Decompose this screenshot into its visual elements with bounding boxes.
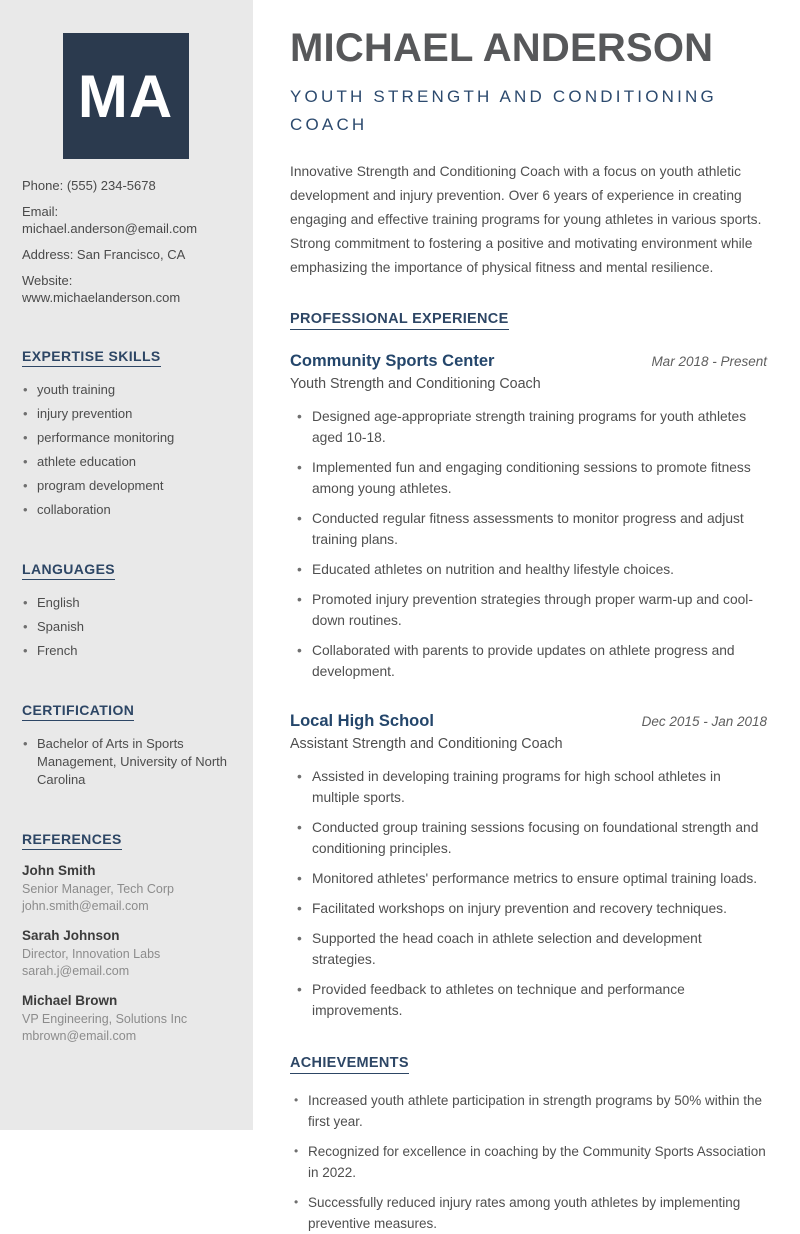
reference-email: sarah.j@email.com bbox=[22, 964, 130, 978]
skills-heading-text: EXPERTISE SKILLS bbox=[22, 348, 161, 367]
achievement-bullet: • Recognized for excellence in coaching by the Community Sports Association in 2022. bbox=[290, 1141, 767, 1183]
skill-item: • performance monitoring bbox=[22, 429, 229, 447]
reference-name: Michael Brown bbox=[22, 993, 118, 1008]
person-name: MICHAEL ANDERSON bbox=[290, 26, 714, 70]
job-header bbox=[290, 352, 767, 371]
certification-heading-text: CERTIFICATION bbox=[22, 702, 134, 721]
reference-title: Senior Manager, Tech Corp bbox=[22, 882, 174, 896]
references-heading bbox=[22, 831, 229, 850]
achievement-bullet: • Successfully reduced injury rates among youth athletes by implementing preventive measures. bbox=[290, 1192, 767, 1234]
skill-item: • program development bbox=[22, 477, 229, 495]
reference-entry bbox=[22, 993, 229, 1045]
skills-heading bbox=[22, 348, 229, 367]
skills-list bbox=[22, 381, 229, 519]
skill-item: • youth training bbox=[22, 381, 229, 399]
reference-email: mbrown@email.com bbox=[22, 1029, 137, 1043]
contact-website: Website: www.michaelanderson.com bbox=[22, 273, 181, 305]
skill-item: • athlete education bbox=[22, 453, 229, 471]
reference-entry bbox=[22, 863, 229, 915]
reference-entry bbox=[22, 928, 229, 980]
job-bullet: • Conducted regular fitness assessments to monitor progress and adjust training plans. bbox=[290, 508, 767, 550]
language-item: • Spanish bbox=[22, 618, 229, 636]
certification-list bbox=[22, 735, 229, 789]
skill-item: • collaboration bbox=[22, 501, 229, 519]
job-bullet: • Implemented fun and engaging conditioning sessions to promote fitness among young athletes. bbox=[290, 457, 767, 499]
summary-text: Innovative Strength and Conditioning Coach with a focus on youth athletic development and injury prevention. Over 6 years of experience in creating engaging and effective training programs for young athletes in various sports. Strong commitment to fostering a positive and motivating environment while emphasizing the importance of physical fitness and mental resilience. bbox=[290, 164, 762, 276]
language-item: • English bbox=[22, 594, 229, 612]
achievements-heading bbox=[290, 1055, 767, 1074]
job-bullet: • Assisted in developing training programs for high school athletes in multiple sports. bbox=[290, 766, 767, 808]
job-bullet: • Designed age-appropriate strength training programs for youth athletes aged 10-18. bbox=[290, 406, 767, 448]
languages-list bbox=[22, 594, 229, 660]
certification-heading bbox=[22, 702, 229, 721]
contact-phone: Phone: (555) 234-5678 bbox=[22, 178, 156, 193]
reference-name: Sarah Johnson bbox=[22, 928, 120, 943]
experience-heading bbox=[290, 311, 767, 330]
achievements-list bbox=[290, 1090, 767, 1234]
job-bullet: • Monitored athletes' performance metrics to ensure optimal training loads. bbox=[290, 868, 767, 889]
reference-title: Director, Innovation Labs bbox=[22, 947, 161, 961]
job-bullet: • Collaborated with parents to provide updates on athlete progress and development. bbox=[290, 640, 767, 682]
certification-item: • Bachelor of Arts in Sports Management, University of North Carolina bbox=[22, 735, 229, 789]
job-bullet-list bbox=[290, 406, 767, 682]
job-dates: Mar 2018 - Present bbox=[651, 354, 767, 370]
references-heading-text: REFERENCES bbox=[22, 831, 122, 850]
avatar bbox=[63, 33, 189, 159]
reference-name: John Smith bbox=[22, 863, 96, 878]
experience-entry bbox=[290, 352, 767, 682]
experience-entry bbox=[290, 712, 767, 1021]
company-name: Local High School bbox=[290, 712, 434, 731]
main-content bbox=[253, 0, 800, 1232]
contact-section bbox=[22, 177, 229, 306]
job-role: Assistant Strength and Conditioning Coach bbox=[290, 736, 563, 753]
job-bullet-list bbox=[290, 766, 767, 1021]
job-bullet: • Educated athletes on nutrition and healthy lifestyle choices. bbox=[290, 559, 767, 580]
avatar-initials: MA bbox=[77, 62, 174, 130]
language-item: • French bbox=[22, 642, 229, 660]
languages-heading-text: LANGUAGES bbox=[22, 561, 115, 580]
achievements-heading-text: ACHIEVEMENTS bbox=[290, 1055, 409, 1074]
skill-item: • injury prevention bbox=[22, 405, 229, 423]
job-header bbox=[290, 712, 767, 731]
reference-email: john.smith@email.com bbox=[22, 899, 149, 913]
job-bullet: • Supported the head coach in athlete selection and development strategies. bbox=[290, 928, 767, 970]
contact-email: Email: michael.anderson@email.com bbox=[22, 204, 198, 236]
job-bullet: • Facilitated workshops on injury prevention and recovery techniques. bbox=[290, 898, 767, 919]
experience-heading-text: PROFESSIONAL EXPERIENCE bbox=[290, 311, 509, 330]
languages-heading bbox=[22, 561, 229, 580]
job-role: Youth Strength and Conditioning Coach bbox=[290, 376, 541, 393]
contact-address: Address: San Francisco, CA bbox=[22, 247, 186, 262]
job-bullet: • Promoted injury prevention strategies through proper warm-up and cool-down routines. bbox=[290, 589, 767, 631]
sidebar bbox=[0, 0, 253, 1130]
achievement-bullet: • Increased youth athlete participation in strength programs by 50% within the first year. bbox=[290, 1090, 767, 1132]
person-job-title: YOUTH STRENGTH AND CONDITIONING COACH bbox=[290, 87, 717, 134]
job-bullet: • Conducted group training sessions focusing on foundational strength and conditioning principles. bbox=[290, 817, 767, 859]
reference-title: VP Engineering, Solutions Inc bbox=[22, 1012, 188, 1026]
company-name: Community Sports Center bbox=[290, 352, 495, 371]
job-dates: Dec 2015 - Jan 2018 bbox=[641, 714, 767, 730]
job-bullet: • Provided feedback to athletes on technique and performance improvements. bbox=[290, 979, 767, 1021]
